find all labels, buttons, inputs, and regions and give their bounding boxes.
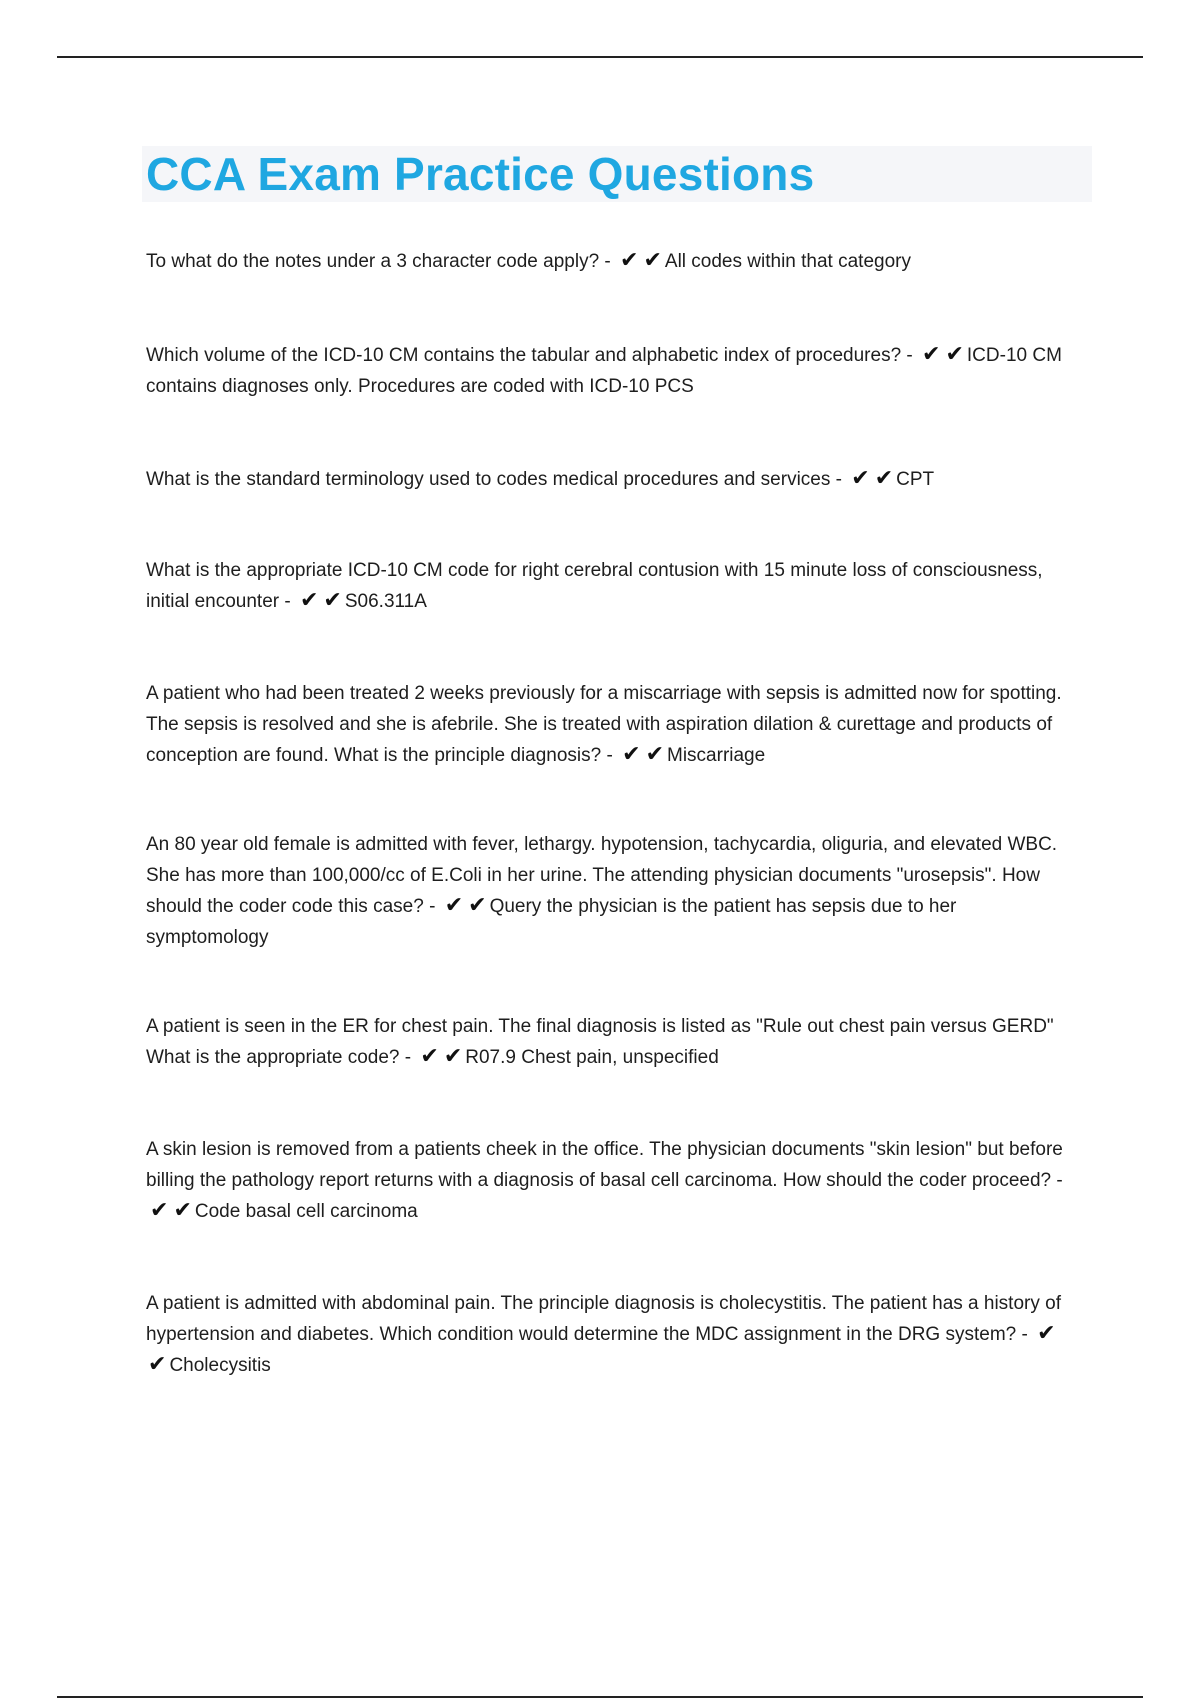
qa-item — [146, 340, 1076, 402]
answer-text: All codes within that category — [664, 251, 911, 272]
question-text: An 80 year old female is admitted with fever, lethargy. hypotension, tachycardia, oliguria, and elevated WBC. She has more than 100,000/cc of E.Coli in her urine. The attending physician documents "urosepsis". How should the coder code this case? — [146, 834, 1058, 917]
separator: - — [901, 345, 919, 366]
top-rule — [57, 56, 1143, 58]
answer-text: Cholecysitis — [169, 1355, 271, 1376]
qa-item — [146, 1011, 1076, 1073]
question-text: What is the appropriate ICD-10 CM code for right cerebral contusion with 15 minute loss of consciousness, initial encounter — [146, 560, 1043, 612]
qa-item — [146, 464, 1076, 495]
answer-text: ICD-10 CM contains diagnoses only. Procedures are coded with ICD-10 PCS — [146, 345, 1062, 397]
answer-text: Miscarriage — [667, 745, 766, 766]
page-title: CCA Exam Practice Questions — [146, 148, 815, 200]
question-text: What is the standard terminology used to codes medical procedures and services — [146, 469, 831, 490]
bottom-rule — [57, 1696, 1143, 1698]
check-icon: ✔ — [945, 342, 964, 367]
check-icon: ✔ — [299, 588, 319, 613]
check-icon: ✔ — [148, 1352, 167, 1377]
separator: - — [830, 469, 848, 490]
question-text: To what do the notes under a 3 character code apply? — [146, 251, 600, 272]
separator: - — [1016, 1324, 1034, 1345]
question-text: Which volume of the ICD-10 CM contains the tabular and alphabetic index of procedures? — [146, 345, 902, 366]
separator: - — [601, 745, 619, 766]
qa-item — [146, 246, 1076, 277]
answer-text: Query the physician is the patient has sepsis due to her symptomology — [146, 896, 957, 948]
check-icon: ✔ — [620, 248, 639, 273]
check-icon: ✔ — [420, 1044, 439, 1069]
check-icon: ✔ — [643, 248, 662, 273]
check-icon: ✔ — [645, 742, 664, 767]
check-icon: ✔ — [922, 342, 941, 367]
check-icon: ✔ — [874, 466, 894, 491]
question-text: A patient who had been treated 2 weeks previously for a miscarriage with sepsis is admitted now for spotting. The sepsis is resolved and she is afebrile. She is treated with aspiration dilation & curettage and products of conception are found. What is the principle diagnosis? — [146, 683, 1062, 766]
question-text: A skin lesion is removed from a patients cheek in the office. The physician documents "skin lesion" but before billing the pathology report returns with a diagnosis of basal cell carcinoma. How should the coder proceed? — [146, 1139, 1063, 1191]
separator: - — [279, 591, 296, 612]
check-icon: ✔ — [443, 1044, 463, 1069]
question-text: A patient is seen in the ER for chest pain. The final diagnosis is listed as "Rule out chest pain versus GERD" What is the appropriate code? — [146, 1016, 1054, 1068]
separator: - — [1051, 1170, 1063, 1191]
qa-item — [146, 678, 1076, 771]
check-icon: ✔ — [323, 588, 342, 613]
check-icon: ✔ — [173, 1198, 192, 1223]
check-icon: ✔ — [444, 893, 464, 918]
answer-text: R07.9 Chest pain, unspecified — [465, 1047, 719, 1068]
qa-item — [146, 829, 1076, 953]
check-icon: ✔ — [150, 1198, 169, 1223]
answer-text: CPT — [896, 469, 935, 490]
qa-item — [146, 555, 1076, 617]
separator: - — [599, 251, 617, 272]
check-icon: ✔ — [468, 893, 487, 918]
check-icon: ✔ — [851, 466, 870, 491]
answer-text: S06.311A — [344, 591, 427, 612]
separator: - — [399, 1047, 417, 1068]
qa-item — [146, 1288, 1076, 1381]
separator: - — [423, 896, 441, 917]
answer-text: Code basal cell carcinoma — [194, 1201, 418, 1222]
qa-item — [146, 1134, 1076, 1227]
question-text: A patient is admitted with abdominal pain. The principle diagnosis is cholecystitis. The patient has a history of hypertension and diabetes. Which condition would determine the MDC assignment in the DRG system? — [146, 1293, 1061, 1345]
check-icon: ✔ — [622, 742, 641, 767]
check-icon: ✔ — [1037, 1321, 1056, 1346]
